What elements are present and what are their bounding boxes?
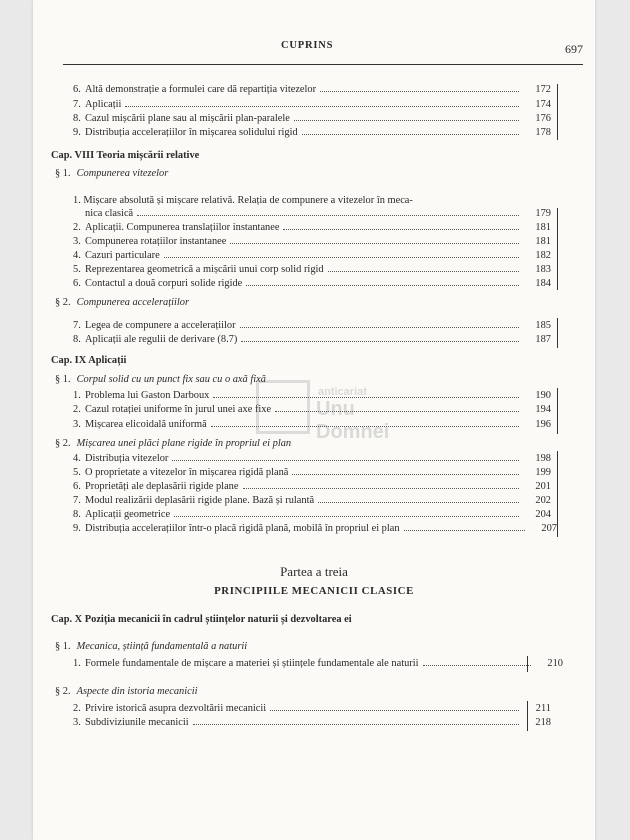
toc-entry: 7. Modul realizării deplasării rigide plane. Bază și rulantă 202: [73, 495, 551, 506]
toc-entry: 9. Distribuția accelerațiilor într-o placă rigidă plană, mobilă în propriul ei plan 207: [73, 523, 557, 534]
toc-entry: 5. O proprietate a vitezelor în mișcarea rigidă plană 199: [73, 467, 551, 478]
chapter-heading: Cap. IX Aplicații: [51, 355, 127, 366]
toc-entry: 3. Compunerea rotațiilor instantanee 181: [73, 236, 551, 247]
toc-entry: 2. Privire istorică asupra dezvoltării mecanicii 211: [73, 703, 551, 714]
toc-entry: 1. Formele fundamentale de mișcare a materiei și științele fundamentale ale naturii 210: [73, 658, 563, 669]
toc-entry: 5. Reprezentarea geometrică a mișcării unui corp solid rigid 183: [73, 264, 551, 275]
section-heading: § 1. Compunerea vitezelor: [55, 168, 169, 179]
toc-entry: nica clasică 179: [85, 208, 551, 219]
chapter-heading: Cap. X Poziția mecanicii în cadrul științelor naturii și dezvoltarea ei: [51, 614, 352, 625]
toc-entry: 2. Cazul rotației uniforme în jurul unei axe fixe 194: [73, 404, 551, 415]
chapter-heading: Cap. VIII Teoria mișcării relative: [51, 150, 200, 161]
page-column-rule: [557, 451, 558, 537]
toc-entry: 9. Distribuția accelerațiilor în mișcarea solidului rigid 178: [73, 127, 551, 138]
part-subtitle: PRINCIPIILE MECANICII CLASICE: [214, 585, 414, 597]
page-column-rule: [557, 84, 558, 140]
section-heading: § 1. Corpul solid cu un punct fix sau cu o axă fixă: [55, 374, 266, 385]
toc-entry: 8. Aplicații ale regulii de derivare (8.7) 187: [73, 334, 551, 345]
watermark-frame-icon: [256, 380, 310, 434]
toc-entry: 3. Subdiviziunile mecanicii 218: [73, 717, 551, 728]
book-page: [33, 0, 595, 840]
toc-entry: 8. Aplicații geometrice 204: [73, 509, 551, 520]
page-number: 697: [565, 42, 583, 56]
watermark-logo: [228, 372, 398, 442]
page-column-rule: [557, 388, 558, 434]
toc-entry: 1. Problema lui Gaston Darboux 190: [73, 390, 551, 401]
toc-entry: 4. Cazuri particulare 182: [73, 250, 551, 261]
page-column-rule: [557, 318, 558, 348]
toc-entry-line1: 1. Mișcare absolută și mișcare relativă. Relația de compunere a vitezelor în meca-: [73, 195, 413, 206]
section-heading: § 1. Mecanica, știință fundamentală a naturii: [55, 641, 248, 652]
toc-entry: 4. Distribuția vitezelor 198: [73, 453, 551, 464]
toc-entry: 7. Aplicații 174: [73, 99, 551, 110]
running-header: CUPRINS: [281, 40, 334, 51]
section-heading: § 2. Compunerea accelerațiilor: [55, 297, 190, 308]
page-column-rule: [527, 701, 528, 731]
watermark-text: anticariat: [318, 386, 367, 398]
toc-entry: 7. Legea de compunere a accelerațiilor 185: [73, 320, 551, 331]
header-rule: [63, 64, 583, 65]
section-heading: § 2. Mișcarea unei plăci plane rigide în propriul ei plan: [55, 438, 292, 449]
toc-entry: 6. Altă demonstrație a formulei care dă repartiția vitezelor 172: [73, 84, 551, 95]
toc-entry: 6. Contactul a două corpuri solide rigide 184: [73, 278, 551, 289]
toc-entry: 8. Cazul mișcării plane sau al mișcării plan-paralele 176: [73, 113, 551, 124]
toc-entry: 3. Mișcarea elicoidală uniformă 196: [73, 419, 551, 430]
page-column-rule: [527, 656, 528, 672]
toc-entry: 6. Proprietăți ale deplasării rigide plane 201: [73, 481, 551, 492]
toc-entry: 2. Aplicații. Compunerea translațiilor instantanee 181: [73, 222, 551, 233]
watermark-text: Unu Domnei: [316, 398, 390, 443]
section-heading: § 2. Aspecte din istoria mecanicii: [55, 686, 198, 697]
part-title: Partea a treia: [280, 564, 348, 579]
page-column-rule: [557, 208, 558, 290]
